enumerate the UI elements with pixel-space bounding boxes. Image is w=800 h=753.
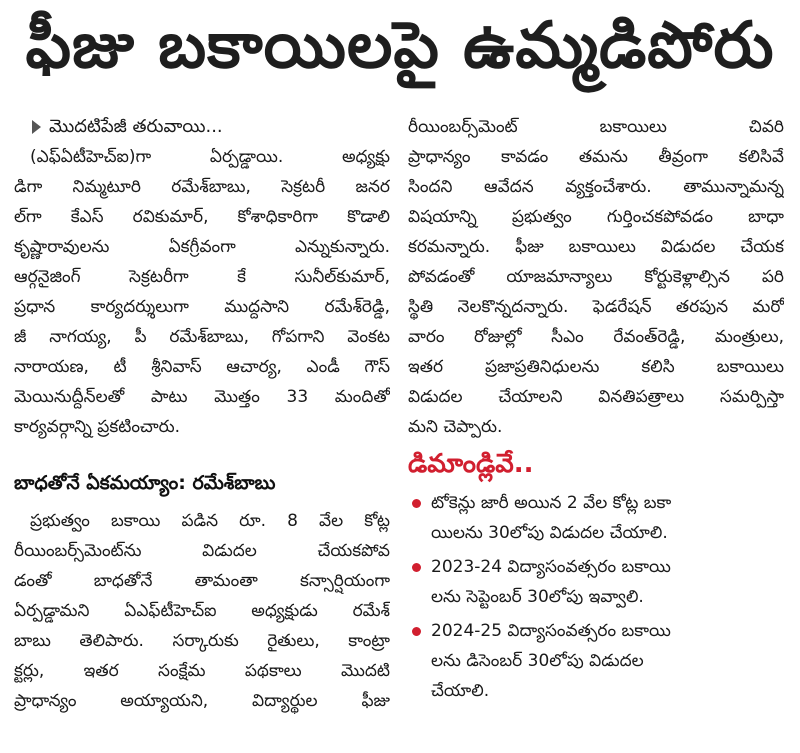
paragraph-office-bearers	[14, 142, 390, 442]
text-line: నారాయణ, టీ శ్రీనివాస్ ఆచార్య, ఎండీ గౌస్	[14, 357, 390, 377]
text-line: కరమన్నారు. ఫీజు బకాయిలు విడుదల చేయక	[408, 237, 784, 257]
text-line: యిలను 30లోపు విడుదల చేయాలి.	[431, 523, 668, 543]
left-column	[14, 112, 390, 716]
text-line: ల్‌గా కేఎస్ రవికుమార్, కోశాధికారిగా కొడాలి	[14, 207, 390, 227]
paragraph-statement	[14, 506, 390, 716]
text-line: క్టర్లు, ఇతర సంక్షేమ పథకాలు మొదటి	[14, 661, 390, 681]
triangle-arrow-icon	[32, 120, 41, 134]
right-column	[408, 112, 784, 706]
text-line: 2023-24 విద్యాసంవత్సరం బకాయి	[431, 557, 671, 577]
text-line: ప్రాధాన్యం కావడం తమను తీవ్రంగా కలిసివే	[408, 147, 784, 167]
text-line: లను డిసెంబర్ 30లోపు విడుదల	[431, 651, 644, 671]
text-line: (ఎఫ్ఏటీహెచ్ఐ)గా ఏర్పడ్డాయి. అధ్యక్షు	[30, 147, 390, 167]
subheading: బాధతోనే ఏకమయ్యాం: రమేశ్‌బాబు	[14, 472, 276, 494]
text-line: పోవడంతో యాజమాన్యాలు కోర్టుకెళ్లాల్సిన పరి	[408, 267, 784, 287]
text-line: వారం రోజుల్లో సీఎం రేవంత్‌రెడ్డి, మంత్రులు,	[408, 327, 784, 347]
text-line: చేయాలి.	[431, 681, 490, 701]
text-line: జీ నాగయ్య, పీ రమేశ్‌బాబు, గోపగాని వెంకట	[14, 327, 390, 347]
headline: ఫీజు బకాయిలపై ఉమ్మడిపోరు	[25, 8, 775, 83]
text-line: స్థితి నెలకొన్నదన్నారు. ఫెడరేషన్ తరపున మరో	[408, 297, 784, 317]
bullet-dot-icon	[412, 499, 421, 508]
text-line: రీయింబర్స్‌మెంట్‌ను విడుదల చేయకపోవ	[14, 541, 390, 561]
demands-heading: డిమాండ్లివే..	[408, 449, 534, 479]
text-line: విడుదల చేయాలని వినతిపత్రాలు సమర్పిస్తా	[408, 387, 784, 407]
text-line: కార్యవర్గాన్ని ప్రకటించారు.	[14, 417, 181, 437]
text-line: టోకెన్లు జారీ అయిన 2 వేల కోట్ల బకా	[431, 493, 672, 513]
continued-label: మొదటిపేజీ తరువాయి...	[49, 116, 223, 137]
paragraph-continued	[408, 112, 784, 442]
text-line: రీయింబర్స్‌మెంట్ బకాయిలు చివరి	[408, 117, 784, 137]
text-line: ప్రభుత్వం బకాయి పడిన రూ. 8 వేల కోట్ల	[30, 511, 390, 531]
text-line: బాబు తెలిపారు. సర్కారుకు రైతులు, కాంట్రా	[14, 631, 390, 651]
bullet-dot-icon	[412, 563, 421, 572]
text-line: మని చెప్పారు.	[408, 417, 503, 437]
text-line: విషయాన్ని ప్రభుత్వం గుర్తించకపోవడం బాధా	[408, 207, 784, 227]
text-line: ఏర్పడ్డామని ఏఎఫ్‌టీహెచ్ఐ అధ్యక్షుడు రమేశ్	[14, 601, 390, 621]
continued-from-front-page	[14, 112, 390, 142]
text-line: మెయినుద్దీన్‌లతో పాటు మొత్తం 33 మందితో	[14, 387, 390, 407]
text-line: ప్రాధాన్యం అయ్యాయని, విద్యార్థుల ఫీజు	[14, 691, 390, 711]
demand-item	[408, 552, 784, 612]
text-line: ఇతర ప్రజాప్రతినిధులను కలిసి బకాయిలు	[408, 357, 784, 377]
text-line: ప్రధాన కార్యదర్శులుగా ముద్దసాని రమేశ్‌రెడ్డి,	[14, 297, 390, 317]
text-line: 2024-25 విద్యాసంవత్సరం బకాయి	[431, 621, 671, 641]
text-line: డంతో బాధతోనే తామంతా కన్సార్షియంగా	[14, 571, 390, 591]
text-line: కృష్ణారావులను ఏకగ్రీవంగా ఎన్నుకున్నారు.	[14, 237, 390, 257]
text-line: డిగా నిమ్మటూరి రమేశ్‌బాబు, సెక్రటరీ జనర	[14, 177, 390, 197]
text-line: ఆర్గనైజింగ్ సెక్రటరీగా కే సునీల్‌కుమార్,	[14, 267, 390, 287]
bullet-dot-icon	[412, 627, 421, 636]
demand-item	[408, 616, 784, 706]
text-line: సిందని ఆవేదన వ్యక్తంచేశారు. తామున్నామన్న	[408, 177, 784, 197]
text-line: లను సెప్టెంబర్ 30లోపు ఇవ్వాలి.	[431, 587, 644, 607]
demand-item	[408, 488, 784, 548]
